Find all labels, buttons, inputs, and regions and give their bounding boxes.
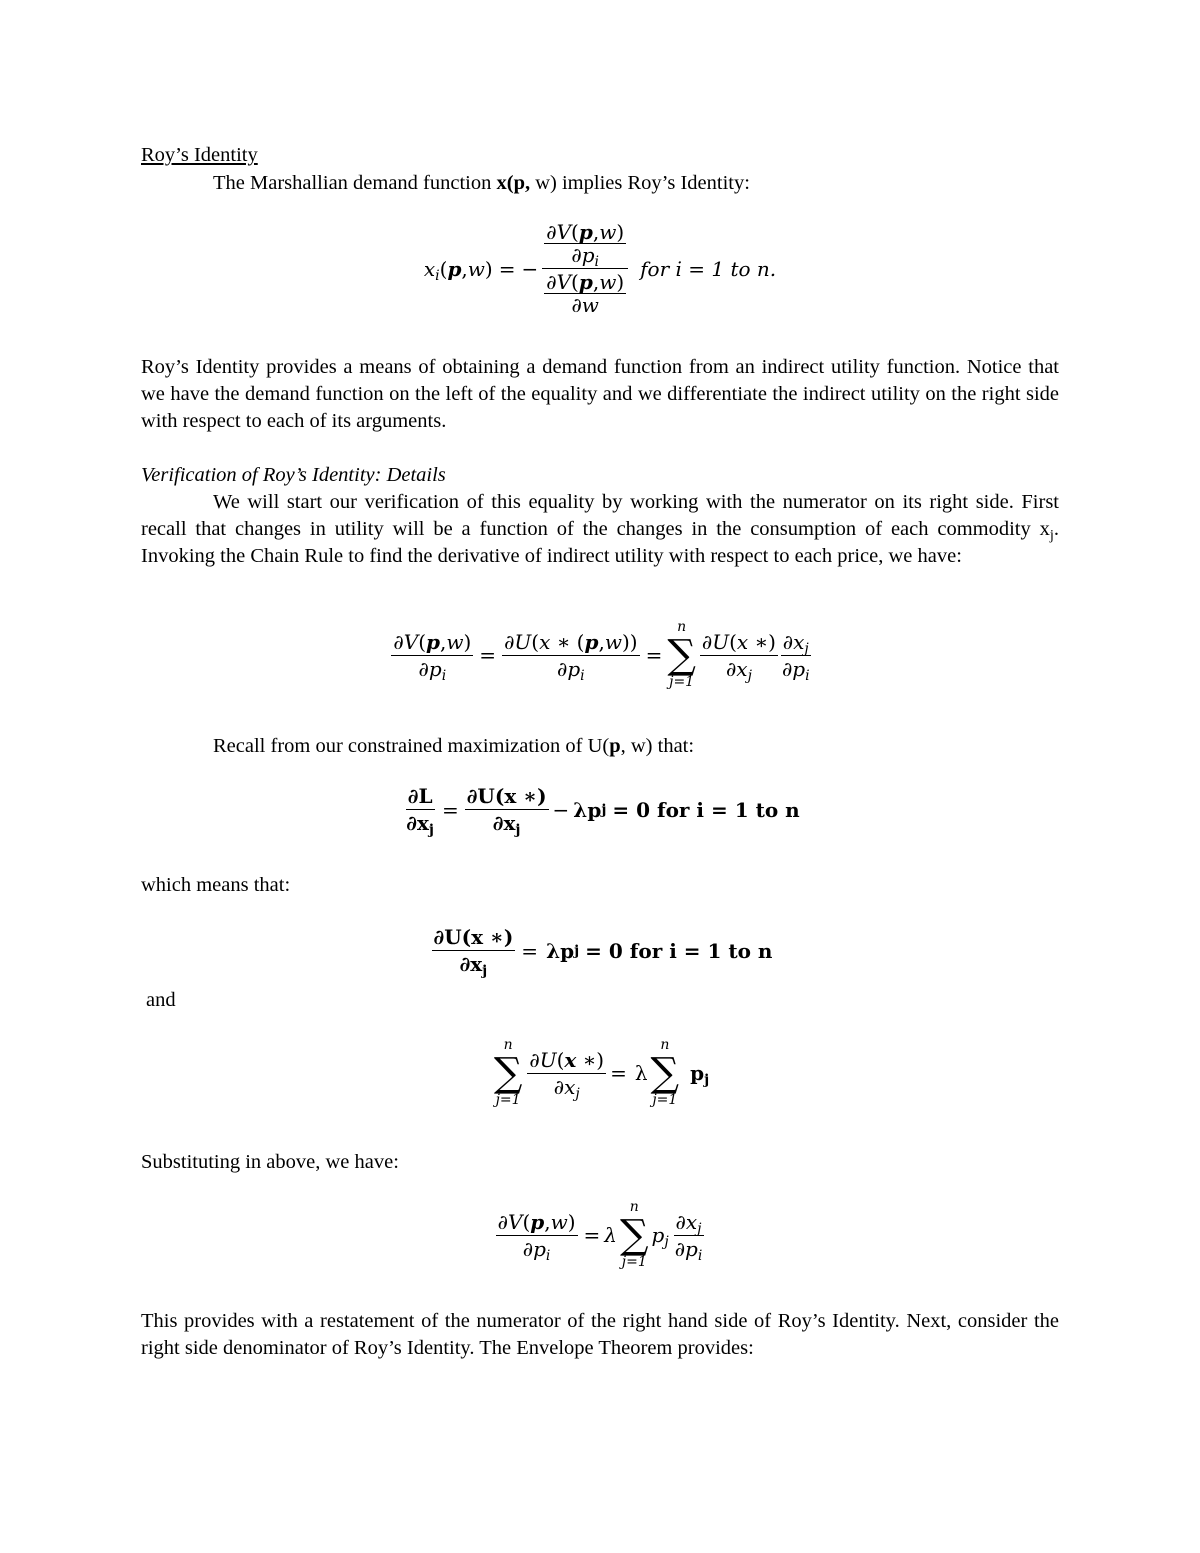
equation-marginal-utility bbox=[141, 925, 1059, 980]
equation-sum bbox=[141, 1038, 1059, 1109]
recall-bold-text: p bbox=[609, 735, 621, 757]
recall-text-1: Recall from our constrained maximization of U( bbox=[213, 735, 610, 757]
equation-roys-identity-math: $x_i$ ( p , w ) = − $\frac{\frac{\partial V(p,w)}{\partial p_i}}{\frac{\partial V(p,w)}{\partial w}}$ for i = 1 to n. bbox=[423, 220, 777, 317]
and-line: and bbox=[146, 989, 176, 1011]
paragraph-2 bbox=[141, 489, 1059, 570]
section-title: Roy’s Identity bbox=[141, 144, 258, 166]
paragraph-3: This provides with a restatement of the numerator of the right hand side of Roy’s Identity. Next, consider the right side denominator of Roy’s Identity. The Envelope Theorem provides: bbox=[141, 1310, 1059, 1359]
paragraph-2-text-2: . Invoking the Chain Rule to find the derivative of indirect utility with respect to each price, we have: bbox=[141, 518, 1059, 567]
substituting-line: Substituting in above, we have: bbox=[141, 1151, 399, 1173]
intro-line bbox=[141, 170, 1059, 197]
equation-lagrangian-math: $\frac{\partial L}{\partial x_j}$ = $\frac{\partial U(x ∗)}{\partial x_j}$ − λp j = 0 for i = 1 to n bbox=[406, 784, 800, 839]
mu-tail-text: = 0 for i = 1 to n bbox=[585, 938, 773, 963]
recall-text-2: , w) that: bbox=[620, 735, 695, 757]
equation-chain-rule bbox=[141, 620, 1059, 691]
paragraph-2-text-1: We will start our verification of this equality by working with the numerator on its right side. First recall that changes in utility will be a function of the changes in the consumption of each commodity x bbox=[141, 491, 1059, 540]
document-page bbox=[141, 0, 1059, 1553]
intro-text-1: The Marshallian demand function bbox=[213, 172, 497, 194]
for-i-text: for i = 1 to n. bbox=[640, 256, 777, 281]
which-means-line: which means that: bbox=[141, 874, 291, 896]
recall-line bbox=[141, 733, 1059, 760]
paragraph-1: Roy’s Identity provides a means of obtaining a demand function from an indirect utility function. Notice that we have the demand function on the left of the equality and we differentiate the indirect utility on the right side with respect to each of its arguments. bbox=[141, 356, 1059, 432]
equation-lagrangian bbox=[141, 784, 1059, 839]
equation-chain-rule-math: $\frac{\partial V(p,w)}{\partial p_i}$ = $\frac{\partial U(x ∗ (p,w))}{\partial p_i}$ = n ∑ j=1 $\frac{\partial U(x ∗)}{\partial x_j}$ $\frac{\partial x_j}{\partial p_i}$ bbox=[393, 619, 810, 691]
foc-tail-text: = 0 for i = 1 to n bbox=[612, 797, 800, 822]
equation-marginal-utility-math: $\frac{\partial U(x ∗)}{\partial x_j}$ = λp j = 0 for i = 1 to n bbox=[433, 925, 773, 980]
equation-roys-identity bbox=[141, 222, 1059, 315]
equation-sum-math: n ∑ j=1 $\frac{\partial U(x ∗)}{\partial x_j}$ = λ n ∑ j=1 $p_j$ bbox=[493, 1037, 710, 1109]
equation-substituted-math: $\frac{\partial V(p,w)}{\partial p_i}$ = λ n ∑ j=1 $p_j$ $\frac{\partial x_j}{\partial p_i}$ bbox=[497, 1199, 703, 1271]
intro-text-2: w) implies Roy’s Identity: bbox=[530, 172, 750, 194]
intro-bold-text: x(p, bbox=[496, 172, 531, 194]
equation-substituted bbox=[141, 1200, 1059, 1271]
subsection-title: Verification of Roy’s Identity: Details bbox=[141, 464, 446, 486]
paragraph-2-subscript: j bbox=[1049, 527, 1054, 544]
